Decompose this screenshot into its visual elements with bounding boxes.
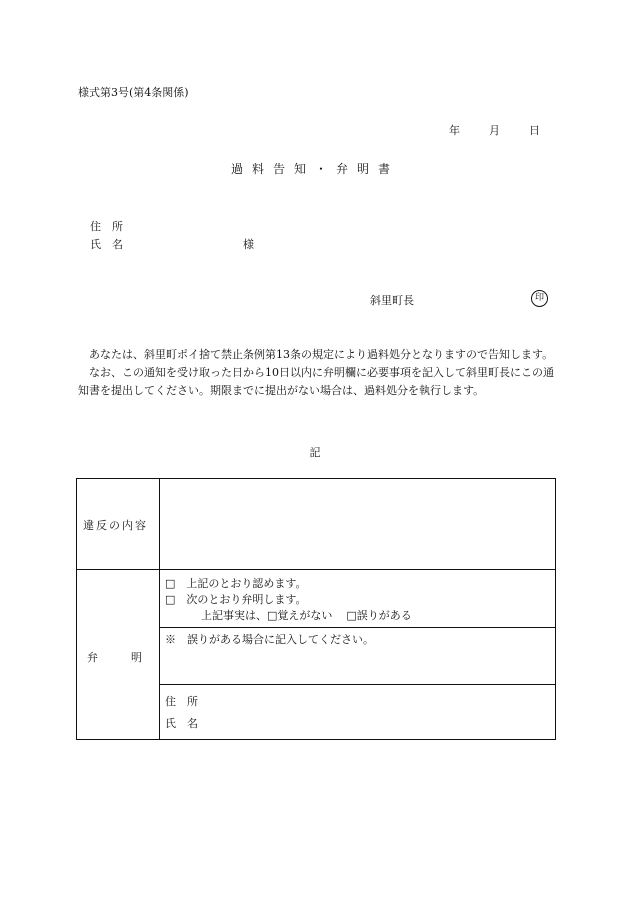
form-number: 様式第3号(第4条関係) (78, 86, 189, 99)
table-row-divider (159, 684, 555, 685)
seal-mark: 印 (531, 290, 548, 307)
fact-prefix: 上記事実は、 (201, 609, 267, 622)
error-note: ※ 誤りがある場合に記入してください。 (165, 633, 374, 646)
fact-option-no-memory[interactable]: □覚えがない (267, 609, 333, 622)
notice-paragraph-1: あなたは、斜里町ポイ捨て禁止条例第13条の規定により過料処分となりますので告知します。 (89, 348, 554, 361)
explanation-label: 弁 明 (87, 651, 142, 664)
recipient-address-label: 住 所 (90, 220, 123, 233)
table-name-label: 氏 名 (165, 717, 198, 730)
fact-option-error[interactable]: □誤りがある (346, 609, 412, 622)
table-address-label: 住 所 (165, 695, 198, 708)
violation-label: 違反の内容 (83, 519, 148, 532)
table-row-divider (159, 627, 555, 628)
table-row-divider (77, 569, 555, 570)
option-explain[interactable]: □ 次のとおり弁明します。 (165, 593, 307, 606)
date-year: 年 (449, 124, 460, 137)
recipient-honorific: 様 (243, 238, 254, 251)
notice-paragraph-2: なお、この通知を受け取った日から10日以内に弁明欄に必要事項を記入して斜里町長にこの通知書を提出してください。期限までに提出がない場合は、過料処分を執行します。 (78, 366, 554, 397)
issuer-name: 斜里町長 (370, 294, 414, 307)
explanation-table (76, 478, 556, 740)
fact-line (201, 607, 412, 623)
date-line (449, 122, 540, 138)
table-column-divider (159, 479, 160, 739)
notice-body (78, 346, 558, 400)
recipient-name-label: 氏 名 (90, 238, 123, 251)
option-admit[interactable]: □ 上記のとおり認めます。 (165, 577, 307, 590)
ki-heading: 記 (309, 446, 321, 459)
date-day: 日 (529, 124, 540, 137)
date-month: 月 (489, 124, 500, 137)
document-title: 過料告知・弁明書 (230, 162, 399, 176)
